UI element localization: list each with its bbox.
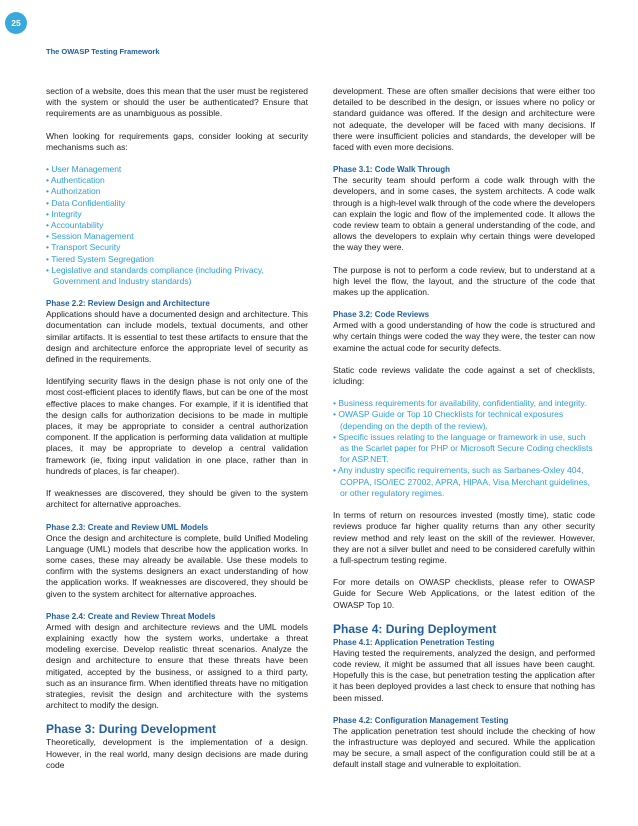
paragraph: Once the design and architecture is complete, build Unified Modeling Language (UML) models that describe how the application works. In some cases, these may already be available. Use these models to confirm with the systems designers an exact understanding of how the application works. If weaknesses are discovered, they should be given to the system architect for alternative approaches.	[46, 532, 308, 599]
left-column	[46, 86, 308, 782]
list-item: • Any industry specific requirements, such as Sarbanes-Oxley 404, COPPA, ISO/IEC 27002, APRA, HIPAA, Visa Merchant guidelines, or other regulatory regimes.	[333, 465, 590, 498]
intro-paragraph: section of a website, does this mean that the user must be registered with the system or should the user be authenticated? Ensure that requirements are as unambiguous as possible.	[46, 86, 308, 119]
section-heading: Phase 4.2: Configuration Management Testing	[333, 715, 509, 725]
paragraph: For more details on OWASP checklists, please refer to OWASP Guide for Secure Web Applications, or the latest edition of the OWASP Top 10.	[333, 577, 595, 610]
list-item: • Transport Security	[46, 242, 121, 253]
running-header: The OWASP Testing Framework	[46, 47, 160, 56]
list-item: • Accountability	[46, 220, 104, 231]
phase-heading: Phase 4: During Deployment	[333, 621, 497, 636]
section-heading: Phase 3.2: Code Reviews	[333, 310, 430, 320]
list-item: • Specific issues relating to the language or framework in use, such as the Scarlet paper for PHP or Microsoft Secure Coding checklists for ASP.NET.	[333, 431, 593, 465]
list-item: • Session Management	[46, 231, 134, 242]
paragraph: In terms of return on resources invested (mostly time), static code reviews produce far higher quality returns than any other security review method and rely least on the skill of the reviewer. However, they are not a silver bullet and need to be considered carefully within a full-spectrum testing regime.	[333, 510, 595, 565]
list-item: • Legislative and standards compliance (including Privacy, Government and Industry standards)	[46, 264, 264, 287]
phase-heading: Phase 3: During Development	[46, 722, 217, 737]
list-item: • Integrity	[46, 208, 82, 219]
list-item: • Authorization	[46, 186, 101, 197]
paragraph: The application penetration test should include the checking of how the infrastructure was deployed and secured. While the application may be secure, a small aspect of the configuration could still be at a default install stage and vulnerable to exploitation.	[333, 725, 595, 770]
list-item: • User Management	[46, 164, 122, 175]
page-number-badge: 25	[5, 12, 27, 34]
right-column	[333, 86, 595, 782]
section-heading: Phase 3.1: Code Walk Through	[333, 165, 451, 175]
paragraph: Armed with a good understanding of how the code is structured and why certain things were coded the way they were, the tester can now examine the actual code for security defects.	[333, 320, 595, 353]
list-item: • Tiered System Segregation	[46, 253, 154, 264]
list-item: • OWASP Guide or Top 10 Checklists for technical exposures (depending on the depth of the review).	[333, 409, 564, 431]
paragraph: Armed with design and architecture reviews and the UML models explaining exactly how the system works, undertake a threat modeling exercise. Develop realistic threat scenarios. Analyze the design and architecture to ensure that these threats have been mitigated, accepted by the business, or assigned to a third party, such as an insurance firm. When identified threats have no mitigation strategies, revisit the design and architecture with the systems architect to modify the design.	[46, 621, 308, 711]
paragraph: Applications should have a documented design and architecture. This documentation can include models, textual documents, and other similar artifacts. It is essential to test these artifacts to ensure that the design and architecture enforce the appropriate level of security as defined in the requirements.	[46, 309, 308, 365]
section-heading: Phase 2.4: Create and Review Threat Models	[46, 611, 216, 621]
security-mechanisms-list	[46, 164, 308, 287]
checklists-list	[333, 398, 595, 499]
paragraph: If weaknesses are discovered, they should be given to the system architect for alternative approaches.	[46, 488, 308, 510]
paragraph: Theoretically, development is the implementation of a design. However, in the real world, many design decisions are made during code	[46, 737, 308, 770]
paragraph: Static code reviews validate the code against a set of checklists, icluding:	[333, 364, 595, 387]
paragraph: development. These are often smaller decisions that were either too detailed to be described in the design, or issues where no policy or standard guidance was offered. If the design and architecture were not adequate, the developer will be faced with many decisions. If there were insufficient policies and standards, the developer will be faced with even more decisions.	[333, 86, 595, 153]
paragraph: Having tested the requirements, analyzed the design, and performed code review, it might be assumed that all issues have been caught. Hopefully this is the case, but penetration testing the application after it has been deployed provides a last check to ensure that nothing has been missed.	[333, 647, 595, 703]
section-heading: Phase 4.1: Application Penetration Testing	[333, 637, 495, 647]
paragraph: The purpose is not to perform a code review, but to understand at a high level the flow, the layout, and the structure of the code that makes up the application.	[333, 264, 595, 298]
paragraph: Identifying security flaws in the design phase is not only one of the most cost-efficient places to identify flaws, but can be one of the most effective places to make changes. For example, if it is identified that the design calls for authorization decisions to be made in multiple places, it may be appropriate to consider a central authorization component. If the application is performing data validation at multiple places, it may be appropriate to develop a central validation framework (ie, fixing input validation in one place, rather than in hundreds of places, is far cheaper).	[46, 376, 308, 476]
requirements-gaps-paragraph: When looking for requirements gaps, consider looking at security mechanisms such as:	[46, 130, 308, 152]
list-item: • Authentication	[46, 175, 105, 186]
list-item: • Data Confidentiality	[46, 197, 126, 208]
list-item: • Business requirements for availability, confidentiality, and integrity.	[333, 398, 587, 409]
section-heading: Phase 2.3: Create and Review UML Models	[46, 522, 209, 532]
section-heading: Phase 2.2: Review Design and Architecture	[46, 299, 210, 309]
paragraph: The security team should perform a code walk through with the developers, and in some cases, the system architects. A code walk through is a high-level walk through of the code where the developers can explain the logic and flow of the implemented code. It allows the code review team to obtain a general understanding of the code, and allows the developers to explain why certain things were developed the way they were.	[333, 175, 595, 253]
